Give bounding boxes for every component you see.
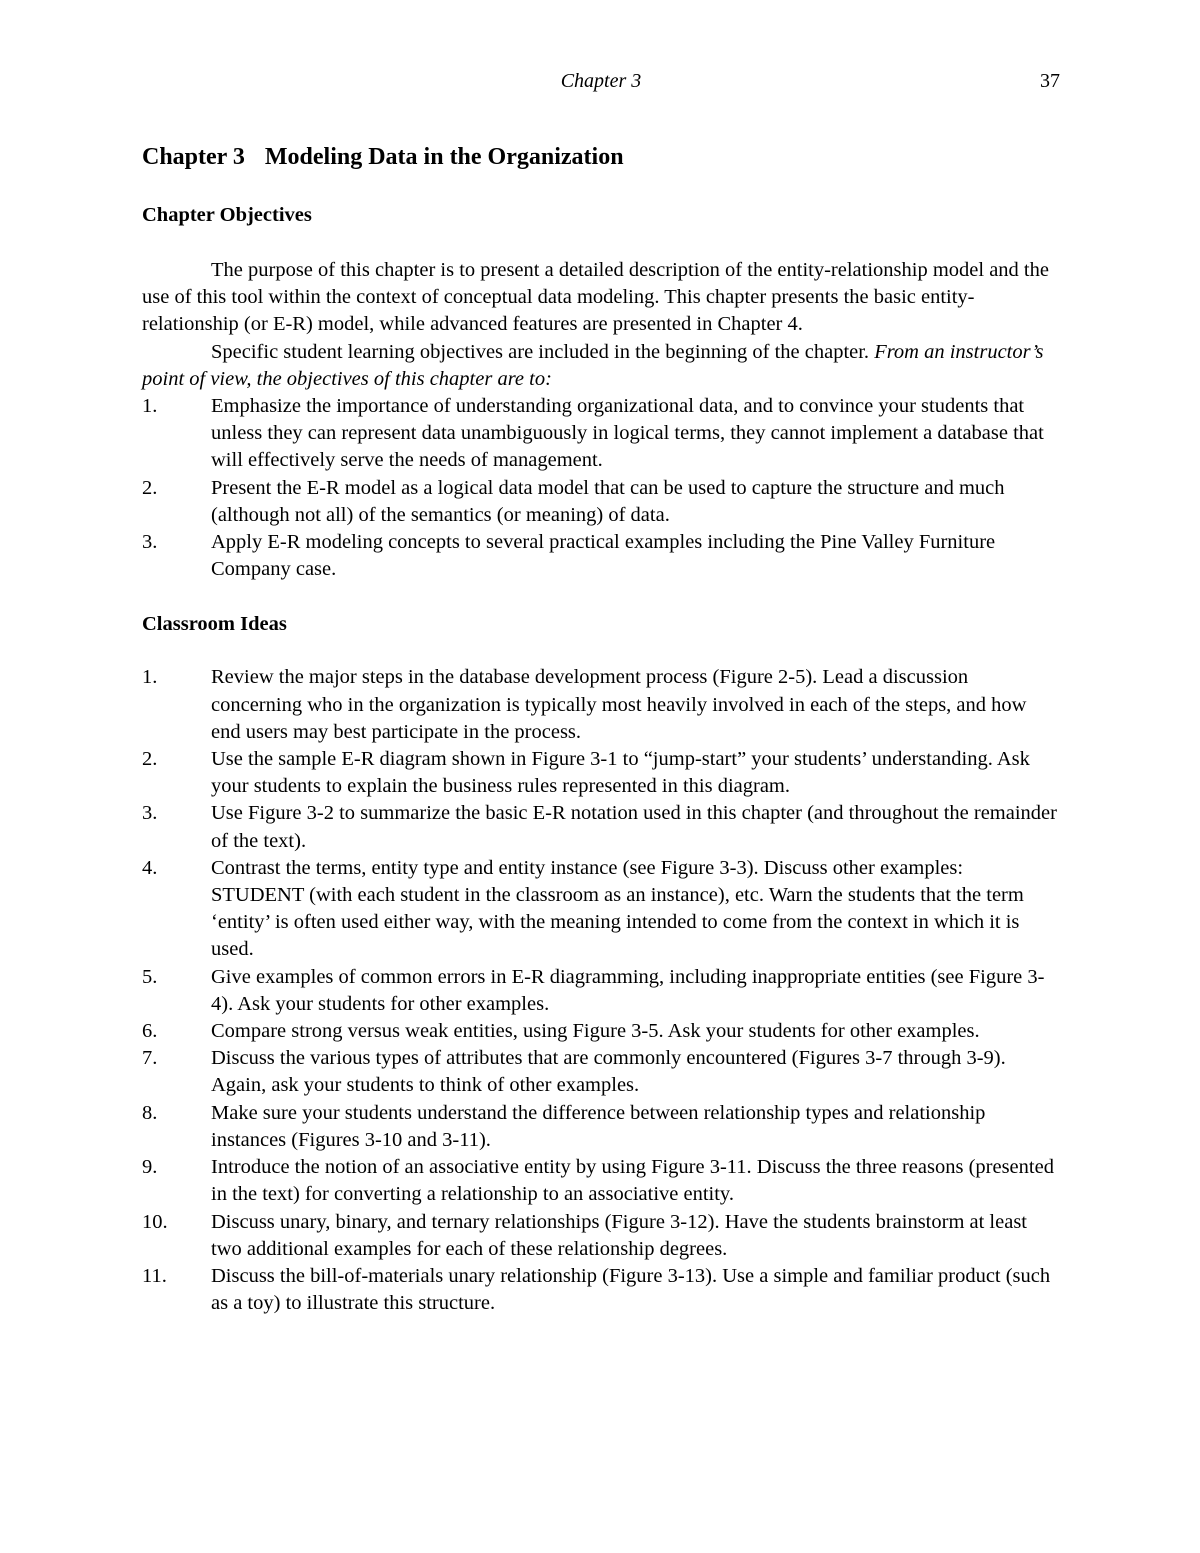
list-item-number: 10. <box>142 1210 168 1233</box>
list-item-number: 6. <box>142 1020 158 1043</box>
list-item-number: 11. <box>142 1264 167 1287</box>
page-number: 37 <box>1040 70 1060 92</box>
classroom-idea-item <box>142 664 1060 746</box>
list-item-number: 2. <box>142 748 158 771</box>
classroom-ideas-heading: Classroom Ideas <box>142 613 287 636</box>
objective-item <box>142 529 1060 583</box>
objectives-heading: Chapter Objectives <box>142 204 312 226</box>
list-item-text: Present the E-R model as a logical data model that can be used to capture the structure and much (although not all) of the semantics (or meaning) of data. <box>211 476 1005 526</box>
classroom-idea-item <box>142 800 1060 854</box>
chapter-title-text: Modeling Data in the Organization <box>264 144 624 170</box>
list-item-text: Introduce the notion of an associative entity by using Figure 3-11. Discuss the three reasons (presented in the text) for converting a relationship to an associative entity. <box>211 1156 1054 1206</box>
objective-item <box>142 475 1060 529</box>
classroom-idea-item <box>142 1045 1060 1099</box>
list-item-text: Emphasize the importance of understanding organizational data, and to convince your students that unless they can represent data unambiguously in logical terms, they cannot implement a database that will effectively serve the needs of management. <box>211 395 1044 472</box>
list-item-text: Make sure your students understand the difference between relationship types and relationship instances (Figures 3-10 and 3-11). <box>211 1101 986 1151</box>
classroom-idea-item <box>142 1018 1060 1045</box>
classroom-idea-item <box>142 964 1060 1018</box>
list-item-text: Compare strong versus weak entities, using Figure 3-5. Ask your students for other examples. <box>211 1020 980 1043</box>
list-item-number: 8. <box>142 1101 158 1124</box>
list-item-text: Discuss the bill-of-materials unary relationship (Figure 3-13). Use a simple and familiar product (such as a toy) to illustrate this structure. <box>211 1264 1051 1315</box>
objective-item <box>142 393 1060 475</box>
running-header-title: Chapter 3 <box>560 70 642 92</box>
list-item-text: Discuss unary, binary, and ternary relationships (Figure 3-12). Have the students brainstorm at least two additional examples for each of these relationship degrees. <box>211 1210 1027 1260</box>
classroom-idea-item <box>142 746 1060 800</box>
classroom-idea-item <box>142 855 1060 964</box>
page-content <box>142 140 1060 1317</box>
list-item-number: 1. <box>142 395 158 418</box>
running-header <box>142 70 1060 98</box>
chapter-number-label: Chapter 3 <box>142 144 245 170</box>
classroom-idea-item <box>142 1100 1060 1154</box>
list-item-number: 7. <box>142 1047 158 1070</box>
list-item-number: 1. <box>142 666 158 689</box>
classroom-idea-item <box>142 1263 1060 1317</box>
objectives-paragraph-2 <box>142 339 1060 393</box>
list-item-number: 9. <box>142 1156 158 1179</box>
list-item-number: 2. <box>142 476 158 499</box>
list-item-text: Apply E-R modeling concepts to several practical examples including the Pine Valley Furniture Company case. <box>211 531 996 581</box>
classroom-idea-item <box>142 1209 1060 1263</box>
objectives-list <box>142 393 1060 583</box>
objectives-paragraph-1: The purpose of this chapter is to present a detailed description of the entity-relationship model and the use of this tool within the context of conceptual data modeling. This chapter presents the basic entity-relationship (or E-R) model, while advanced features are presented in Chapter 4. <box>142 259 1049 336</box>
list-item-number: 5. <box>142 965 158 988</box>
list-item-text: Discuss the various types of attributes that are commonly encountered (Figures 3-7 through 3-9). Again, ask your students to think of other examples. <box>211 1047 1006 1097</box>
list-item-number: 3. <box>142 531 158 554</box>
list-item-text: Review the major steps in the database development process (Figure 2-5). Lead a discussion concerning who in the organization is typically most heavily involved in each of the steps, and how end users may best participate in the process. <box>211 666 1027 743</box>
objectives-paragraph-2-text: Specific student learning objectives are included in the beginning of the chapter. <box>211 340 875 363</box>
list-item-text: Give examples of common errors in E-R diagramming, including inappropriate entities (see Figure 3-4). Ask your students for other examples. <box>211 965 1045 1015</box>
chapter-title <box>142 140 1060 174</box>
list-item-number: 3. <box>142 802 158 825</box>
classroom-idea-item <box>142 1154 1060 1208</box>
list-item-text: Contrast the terms, entity type and entity instance (see Figure 3-3). Discuss other examples: STUDENT (with each student in the classroom as an instance), etc. Warn the students that the term ‘entity’ is often used either way, with the meaning intended to come from the context in which it is used. <box>211 856 1024 961</box>
classroom-ideas-list <box>142 664 1060 1317</box>
objectives-paragraph-2-italic: From an instructor’s point of view, the objectives of this chapter are to: <box>142 340 1044 390</box>
list-item-text: Use Figure 3-2 to summarize the basic E-R notation used in this chapter (and throughout the remainder of the text). <box>211 802 1057 852</box>
list-item-text: Use the sample E-R diagram shown in Figure 3-1 to “jump-start” your students’ understanding. Ask your students to explain the business rules represented in this diagram. <box>211 748 1030 798</box>
list-item-number: 4. <box>142 856 158 879</box>
